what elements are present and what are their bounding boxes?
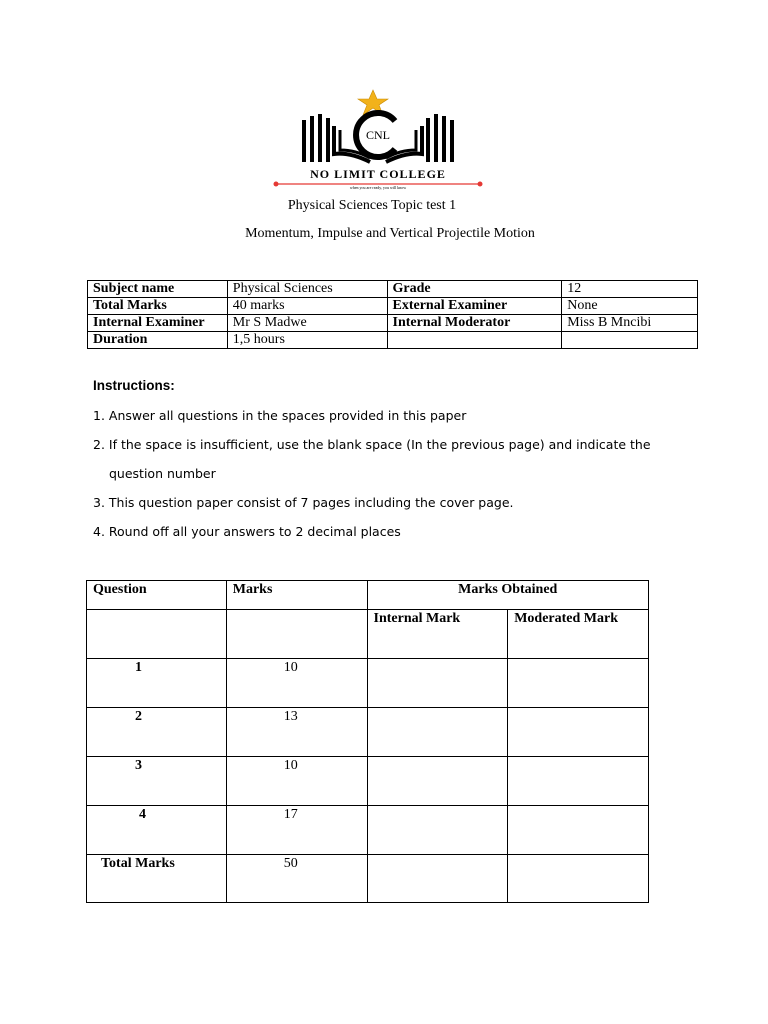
moderated-mark-cell[interactable] [508, 659, 649, 708]
label-cell: Grade [387, 281, 562, 298]
svg-text:when you are ready, you will k: when you are ready, you will know [349, 185, 407, 190]
table-row [87, 659, 649, 708]
empty-cell [226, 610, 367, 659]
table-total-row [87, 855, 649, 903]
internal-mark-cell[interactable] [367, 806, 508, 855]
table-row [88, 298, 698, 315]
question-cell: 3 [87, 757, 227, 806]
instructions-heading: Instructions: [93, 378, 175, 393]
instruction-item: 3. This question paper consist of 7 pages including the cover page. [93, 495, 514, 510]
header-marks-obtained: Marks Obtained [367, 581, 649, 610]
header-marks: Marks [226, 581, 367, 610]
label-cell: Subject name [88, 281, 228, 298]
college-logo [270, 88, 486, 192]
total-label-cell: Total Marks [87, 855, 227, 903]
table-header-row [87, 581, 649, 610]
svg-text:NO LIMIT COLLEGE: NO LIMIT COLLEGE [310, 167, 446, 181]
internal-mark-cell[interactable] [367, 757, 508, 806]
moderated-mark-cell[interactable] [508, 855, 649, 903]
internal-mark-cell[interactable] [367, 659, 508, 708]
label-cell: Total Marks [88, 298, 228, 315]
header-moderated-mark: Moderated Mark [508, 610, 649, 659]
label-cell: External Examiner [387, 298, 562, 315]
marks-cell: 10 [226, 659, 367, 708]
table-row [87, 708, 649, 757]
marks-cell: 10 [226, 757, 367, 806]
svg-text:CNL: CNL [366, 128, 390, 142]
value-cell: Physical Sciences [227, 281, 387, 298]
table-row [88, 332, 698, 349]
header-question: Question [87, 581, 227, 610]
instruction-item: 4. Round off all your answers to 2 decimal places [93, 524, 401, 539]
moderated-mark-cell[interactable] [508, 806, 649, 855]
test-subtitle: Momentum, Impulse and Vertical Projectile Motion [245, 226, 535, 241]
table-row [88, 281, 698, 298]
question-cell: 2 [87, 708, 227, 757]
value-cell: 40 marks [227, 298, 387, 315]
question-cell: 4 [87, 806, 227, 855]
label-cell [387, 332, 562, 349]
instruction-item: question number [109, 466, 216, 481]
marks-cell: 17 [226, 806, 367, 855]
value-cell: Miss B Mncibi [562, 315, 698, 332]
instruction-item: 1. Answer all questions in the spaces provided in this paper [93, 408, 467, 423]
value-cell: 12 [562, 281, 698, 298]
question-cell: 1 [87, 659, 227, 708]
test-title: Physical Sciences Topic test 1 [287, 198, 457, 213]
internal-mark-cell[interactable] [367, 708, 508, 757]
test-info-table [87, 280, 698, 349]
total-marks-cell: 50 [226, 855, 367, 903]
marks-cell: 13 [226, 708, 367, 757]
value-cell [562, 332, 698, 349]
moderated-mark-cell[interactable] [508, 757, 649, 806]
header-internal-mark: Internal Mark [367, 610, 508, 659]
marks-table [86, 580, 649, 903]
moderated-mark-cell[interactable] [508, 708, 649, 757]
label-cell: Duration [88, 332, 228, 349]
internal-mark-cell[interactable] [367, 855, 508, 903]
value-cell: Mr S Madwe [227, 315, 387, 332]
table-row [87, 806, 649, 855]
value-cell: None [562, 298, 698, 315]
label-cell: Internal Examiner [88, 315, 228, 332]
label-cell: Internal Moderator [387, 315, 562, 332]
value-cell: 1,5 hours [227, 332, 387, 349]
instruction-item: 2. If the space is insufficient, use the blank space (In the previous page) and indicate the [93, 437, 651, 452]
table-subheader-row [87, 610, 649, 659]
empty-cell [87, 610, 227, 659]
table-row [87, 757, 649, 806]
table-row [88, 315, 698, 332]
